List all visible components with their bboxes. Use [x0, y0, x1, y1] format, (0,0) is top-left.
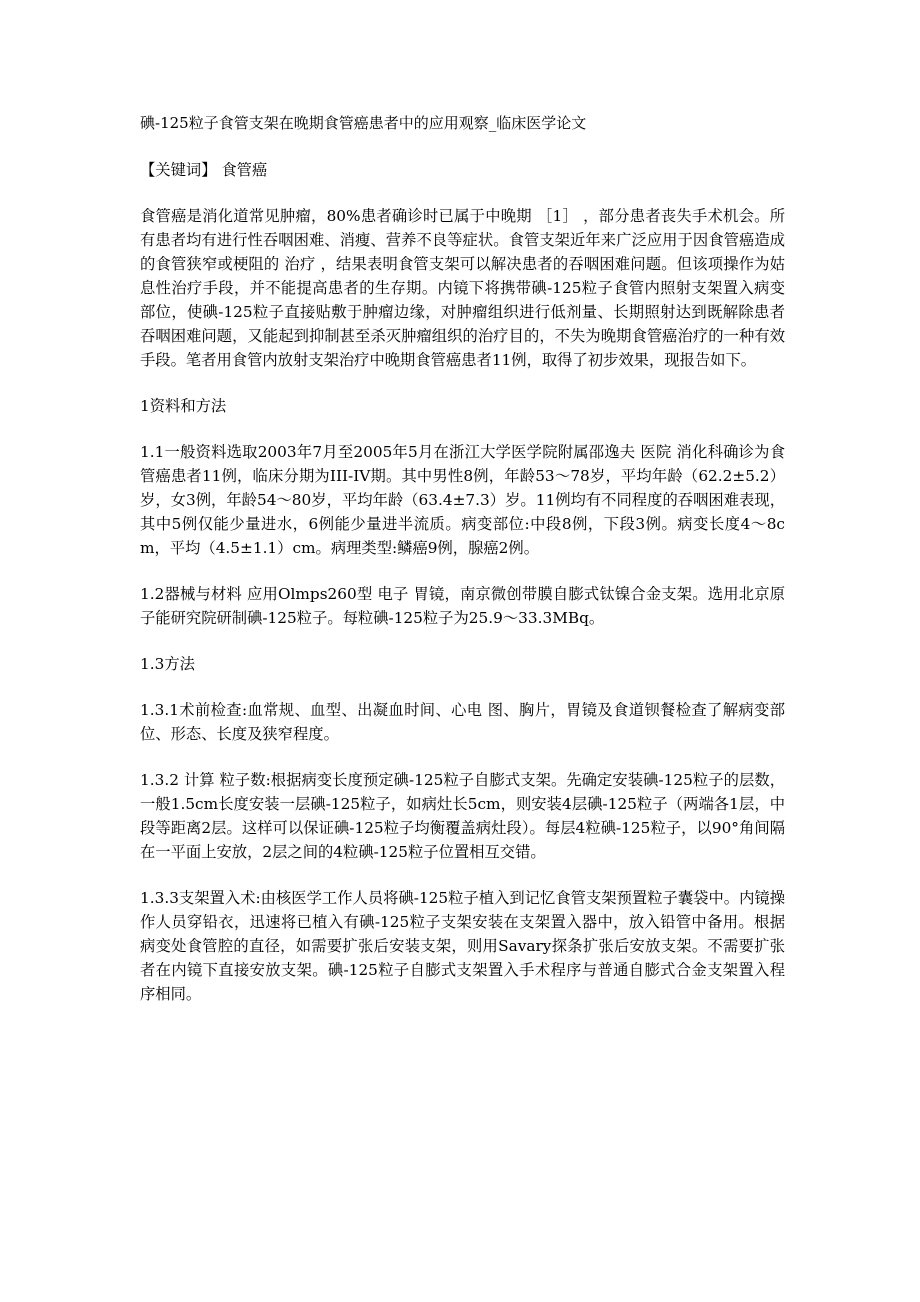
paragraph-particle-calculation: 1.3.2 计算 粒子数:根据病变长度预定碘-125粒子自膨式支架。先确定安装碘-125粒子的层数，一般1.5cm长度安装一层碘-125粒子，如病灶长5cm，则安装4层碘-125粒子（两端各1层，中段等距离2层。这样可以保证碘-125粒子均衡覆盖病灶段）。每层4粒碘-125粒子，以90°角间隔在一平面上安放，2层之间的4粒碘-125粒子位置相互交错。 [140, 771, 785, 861]
keywords-label: 【关键词】 [140, 161, 217, 179]
section-heading-materials-methods: 1资料和方法 [140, 397, 227, 415]
paragraph-general-data: 1.1一般资料选取2003年7月至2005年5月在浙江大学医学院附属邵逸夫 医院 消化科确诊为食管癌患者11例，临床分期为III-IV期。其中男性8例，年龄53～78岁，平均年龄（62.2±5.2）岁，女3例，年龄54～80岁，平均年龄（63.4±7.3）岁。11例均有不同程度的吞咽困难表现，其中5例仅能少量进水，6例能少量进半流质。病变部位:中段8例，下段3例。病变长度4～8cm，平均（4.5±1.1）cm。病理类型:鳞癌9例，腺癌2例。 [140, 443, 785, 557]
paragraph-equipment-materials: 1.2器械与材料 应用Olmps260型 电子 胃镜，南京微创带膜自膨式钛镍合金支架。选用北京原子能研究院研制碘-125粒子。每粒碘-125粒子为25.9～33.3MBq。 [140, 585, 785, 627]
paragraph-stent-placement: 1.3.3支架置入术:由核医学工作人员将碘-125粒子植入到记忆食管支架预置粒子囊袋中。内镜操作人员穿铅衣，迅速将已植入有碘-125粒子支架安装在支架置入器中，放入铅管中备用。根据病变处食管腔的直径，如需要扩张后安装支架，则用Savary探条扩张后安放支架。不需要扩张者在内镜下直接安放支架。碘-125粒子自膨式支架置入手术程序与普通自膨式合金支架置入程序相同。 [140, 889, 785, 1003]
keywords-value: 食管癌 [221, 161, 268, 179]
subsection-heading-methods: 1.3方法 [140, 655, 195, 673]
document-page [140, 112, 785, 1028]
keywords-line [140, 158, 785, 182]
paragraph-preop-exam: 1.3.1术前检查:血常规、血型、出凝血时间、心电 图、胸片，胃镜及食道钡餐检查了解病变部位、形态、长度及狭窄程度。 [140, 701, 785, 743]
document-title: 碘-125粒子食管支架在晚期食管癌患者中的应用观察_临床医学论文 [140, 114, 587, 132]
intro-paragraph: 食管癌是消化道常见肿瘤，80%患者确诊时已属于中晚期 ［1］ ，部分患者丧失手术机会。所有患者均有进行性吞咽困难、消瘦、营养不良等症状。食管支架近年来广泛应用于因食管癌造成的食管狭窄或梗阻的 治疗 ，结果表明食管支架可以解决患者的吞咽困难问题。但该项操作为姑息性治疗手段，并不能提高患者的生存期。内镜下将携带碘-125粒子食管内照射支架置入病变部位，使碘-125粒子直接贴敷于肿瘤边缘，对肿瘤组织进行低剂量、长期照射达到既解除患者吞咽困难问题，又能起到抑制甚至杀灭肿瘤组织的治疗目的，不失为晚期食管癌治疗的一种有效手段。笔者用食管内放射支架治疗中晚期食管癌患者11例，取得了初步效果，现报告如下。 [140, 207, 785, 369]
